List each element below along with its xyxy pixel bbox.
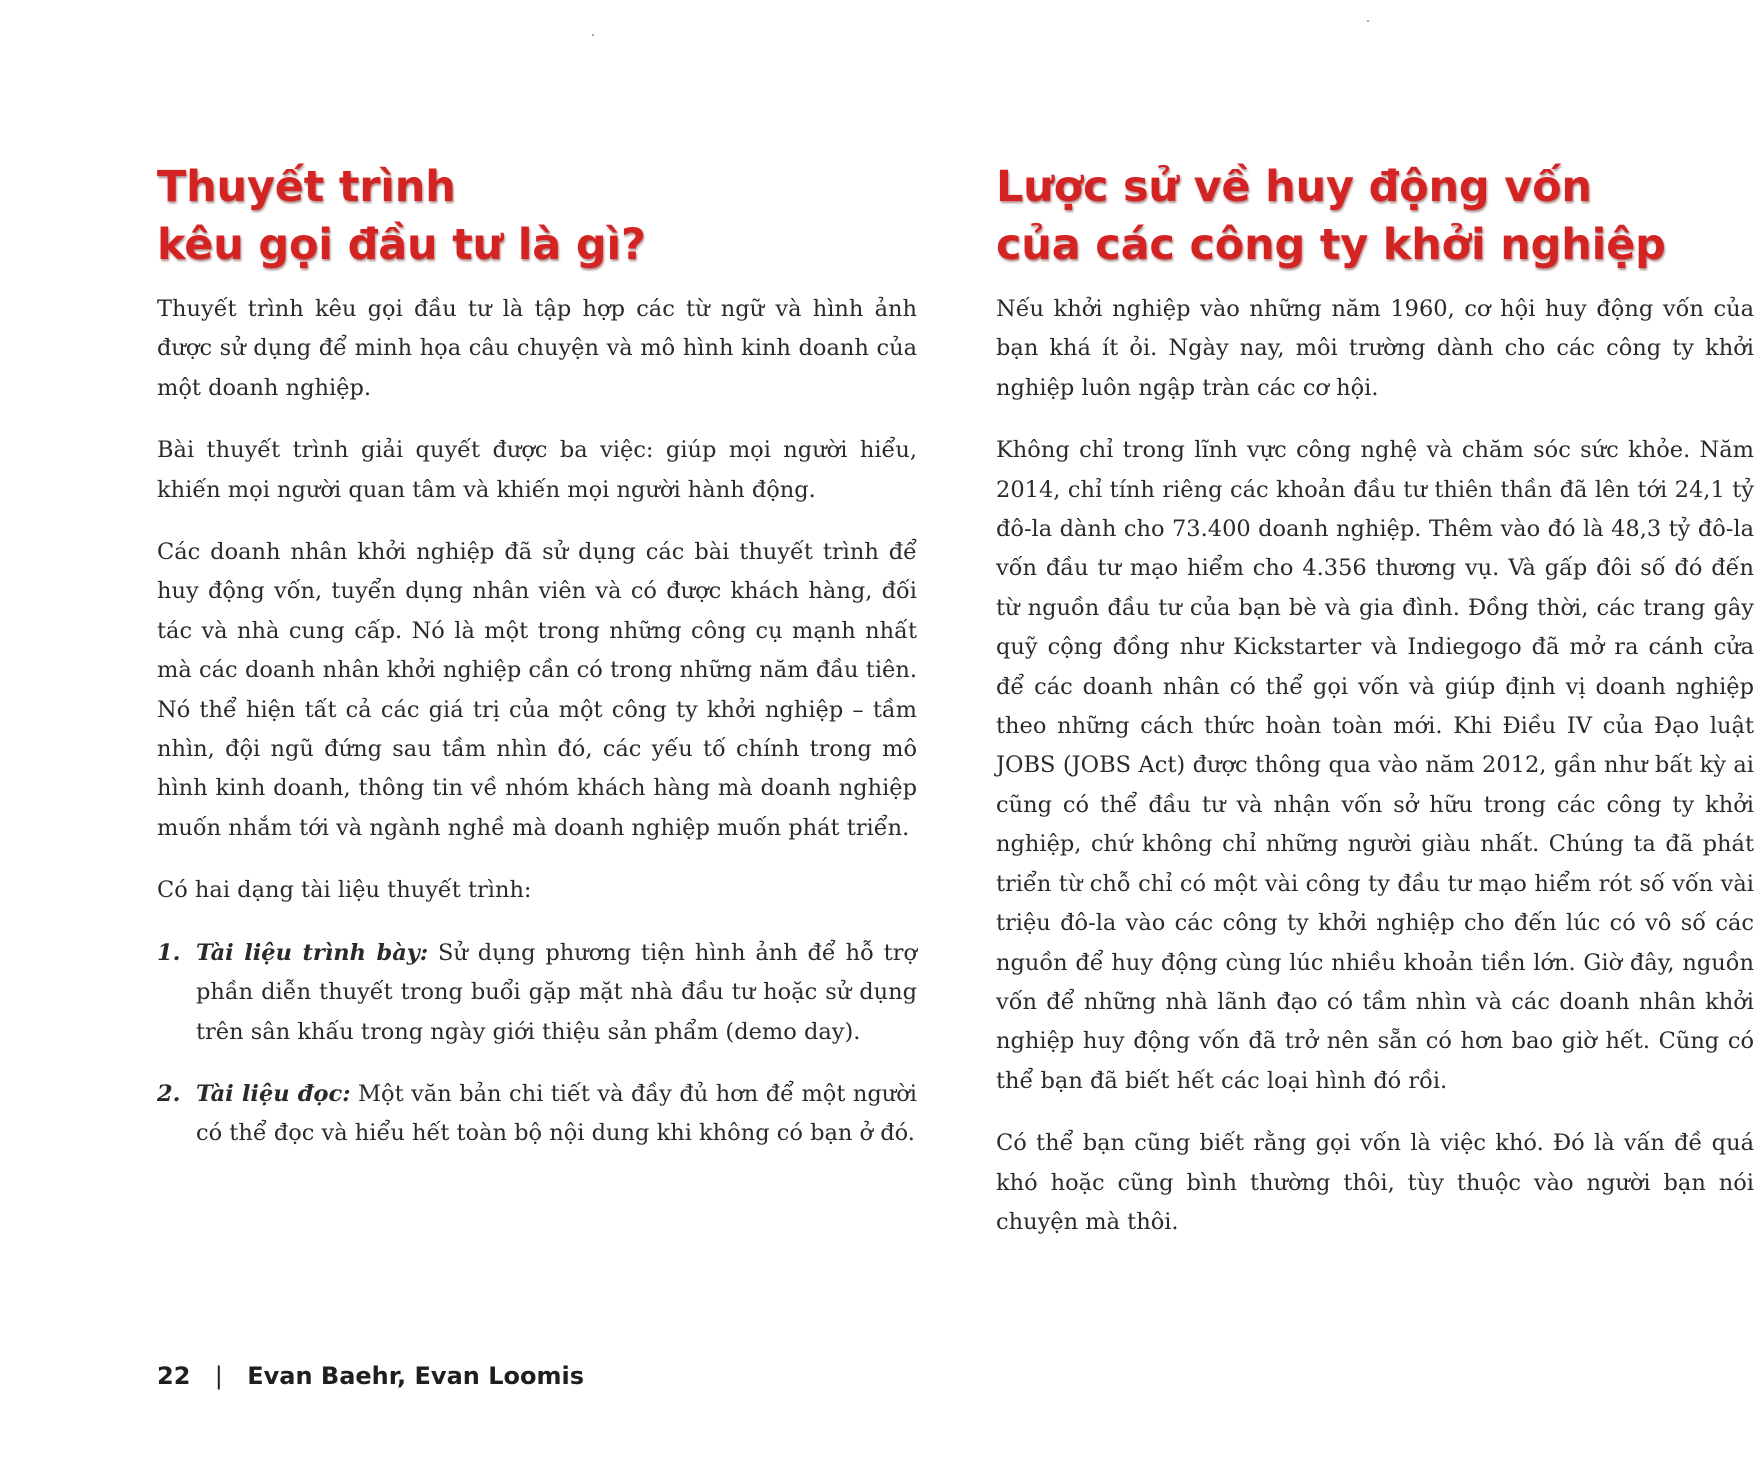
list-item-text: Một văn bản chi tiết và đầy đủ hơn để một người có thể đọc và hiểu hết toàn bộ nội dung khi không có bạn ở đó. (196, 1080, 917, 1147)
list-item (157, 934, 917, 1052)
page-footer (157, 1362, 584, 1390)
footer-authors: Evan Baehr, Evan Loomis (247, 1362, 584, 1390)
right-heading (996, 158, 1754, 274)
right-paragraph-1: Nếu khởi nghiệp vào những năm 1960, cơ hội huy động vốn của bạn khá ít ỏi. Ngày nay, môi trường dành cho các công ty khởi nghiệp luôn ngập tràn các cơ hội. (996, 296, 1754, 401)
left-paragraph-4: Có hai dạng tài liệu thuyết trình: (157, 877, 532, 904)
list-item-term: Tài liệu trình bày: (196, 939, 429, 966)
list-item (157, 1075, 917, 1154)
left-heading-line-2: kêu gọi đầu tư là gì? (157, 220, 646, 270)
list-item-number: 1. (157, 939, 181, 966)
scan-speck (1367, 20, 1369, 22)
list-item-number: 2. (157, 1080, 181, 1107)
right-heading-line-1: Lược sử về huy động vốn (996, 162, 1592, 212)
left-paragraph-1: Thuyết trình kêu gọi đầu tư là tập hợp các từ ngữ và hình ảnh được sử dụng để minh họa câu chuyện và mô hình kinh doanh của một doanh nghiệp. (157, 296, 917, 401)
list-item-text: Sử dụng phương tiện hình ảnh để hỗ trợ phần diễn thuyết trong buổi gặp mặt nhà đầu tư hoặc sử dụng trên sân khấu trong ngày giới thiệu sản phẩm (demo day). (196, 939, 918, 1045)
left-column (157, 158, 917, 1177)
right-column (996, 158, 1754, 1265)
right-heading-line-2: của các công ty khởi nghiệp (996, 220, 1666, 270)
left-heading-line-1: Thuyết trình (157, 162, 456, 212)
left-heading (157, 158, 917, 274)
right-paragraph-3: Có thể bạn cũng biết rằng gọi vốn là việc khó. Đó là vấn đề quá khó hoặc cũng bình thường thôi, tùy thuộc vào người bạn nói chuyện mà thôi. (996, 1130, 1754, 1235)
page-number: 22 (157, 1362, 191, 1390)
document-types-list (157, 934, 917, 1154)
left-paragraph-3: Các doanh nhân khởi nghiệp đã sử dụng các bài thuyết trình để huy động vốn, tuyển dụng nhân viên và có được khách hàng, đối tác và nhà cung cấp. Nó là một trong những công cụ mạnh nhất mà các doanh nhân khởi nghiệp cần có trong những năm đầu tiên. Nó thể hiện tất cả các giá trị của một công ty khởi nghiệp – tầm nhìn, đội ngũ đứng sau tầm nhìn đó, các yếu tố chính trong mô hình kinh doanh, thông tin về nhóm khách hàng mà doanh nghiệp muốn nhắm tới và ngành nghề mà doanh nghiệp muốn phát triển. (157, 539, 917, 841)
list-item-term: Tài liệu đọc: (196, 1080, 351, 1107)
left-paragraph-2: Bài thuyết trình giải quyết được ba việc: giúp mọi người hiểu, khiến mọi người quan tâm và khiến mọi người hành động. (157, 437, 917, 503)
scan-speck (592, 34, 594, 36)
footer-separator: | (214, 1362, 223, 1390)
right-paragraph-2: Không chỉ trong lĩnh vực công nghệ và chăm sóc sức khỏe. Năm 2014, chỉ tính riêng các khoản đầu tư thiên thần đã lên tới 24,1 tỷ đô-la dành cho 73.400 doanh nghiệp. Thêm vào đó là 48,3 tỷ đô-la vốn đầu tư mạo hiểm cho 4.356 thương vụ. Và gấp đôi số đó đến từ nguồn đầu tư của bạn bè và gia đình. Đồng thời, các trang gây quỹ cộng đồng như Kickstarter và Indiegogo đã mở ra cánh cửa để các doanh nhân có thể gọi vốn và giúp định vị doanh nghiệp theo những cách thức hoàn toàn mới. Khi Điều IV của Đạo luật JOBS (JOBS Act) được thông qua vào năm 2012, gần như bất kỳ ai cũng có thể đầu tư và nhận vốn sở hữu trong các công ty khởi nghiệp, chứ không chỉ những người giàu nhất. Chúng ta đã phát triển từ chỗ chỉ có một vài công ty đầu tư mạo hiểm rót số vốn vài triệu đô-la vào các công ty khởi nghiệp cho đến lúc có vô số các nguồn để huy động cùng lúc nhiều khoản tiền lớn. Giờ đây, nguồn vốn để những nhà lãnh đạo có tầm nhìn và các doanh nhân khởi nghiệp huy động vốn đã trở nên sẵn có hơn bao giờ hết. Cũng có thể bạn đã biết hết các loại hình đó rồi. (996, 437, 1754, 1094)
